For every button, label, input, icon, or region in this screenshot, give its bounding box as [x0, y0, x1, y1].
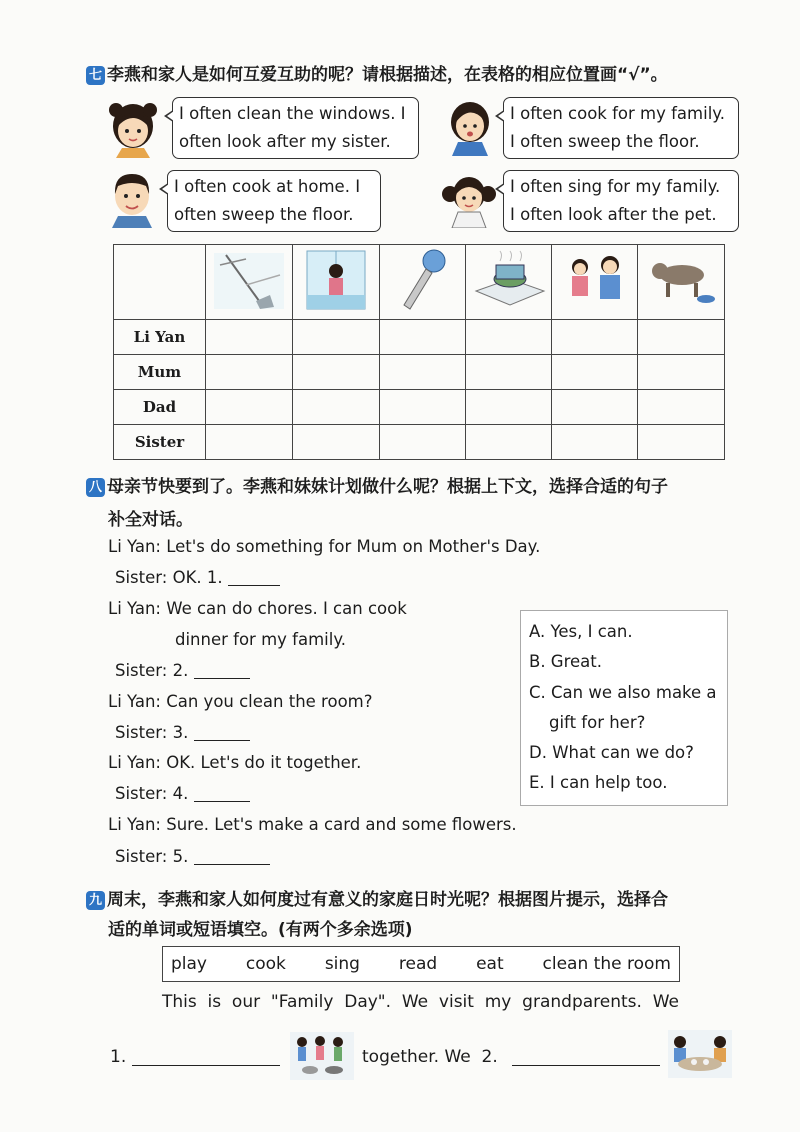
dialogue-text: 2. — [172, 661, 189, 680]
bubble-line: I often cook at home. I — [174, 177, 361, 196]
word-option: clean the room — [542, 954, 671, 974]
word-option: cook — [245, 954, 286, 974]
column-cook — [466, 245, 552, 320]
section9-instruction-cont: 适的单词或短语填空。(有两个多余选项) — [108, 920, 413, 940]
speech-bubble-mum — [503, 97, 739, 159]
option-c: C. Can we also make a — [529, 682, 717, 702]
speaker: Sister: — [115, 661, 168, 680]
clean-windows-icon — [293, 245, 379, 315]
bubble-line: I often sing for my family. — [510, 177, 721, 196]
check-cell[interactable] — [293, 355, 380, 390]
check-cell[interactable] — [293, 320, 380, 355]
answer-blank-2[interactable] — [194, 663, 250, 679]
check-cell[interactable] — [206, 320, 293, 355]
answer-blank-5[interactable] — [194, 849, 270, 865]
mum-avatar-icon — [444, 96, 496, 156]
row-label: Mum — [114, 355, 206, 390]
dialogue-line — [108, 537, 540, 556]
table-header-row — [114, 245, 725, 320]
dialogue-text: Can you clean the room? — [166, 692, 373, 711]
chores-table — [113, 244, 725, 460]
row-label: Dad — [114, 390, 206, 425]
dog-icon — [638, 245, 724, 315]
speaker: Sister: — [115, 784, 168, 803]
speaker: Sister: — [115, 847, 168, 866]
bubble-line: I often clean the windows. I — [179, 104, 406, 123]
column-sweep — [206, 245, 293, 320]
option-c-cont: gift for her? — [549, 712, 646, 732]
speech-bubble-li-yan — [172, 97, 419, 159]
dialogue-line — [108, 692, 373, 711]
check-cell[interactable] — [206, 390, 293, 425]
column-sing — [380, 245, 466, 320]
check-cell[interactable] — [552, 320, 638, 355]
section9-instruction: 周末，李燕和家人如何度过有意义的家庭日时光呢？根据图片提示，选择合 — [107, 890, 668, 910]
bubble-line: often look after my sister. — [179, 132, 391, 151]
dialogue-text: OK. 1. — [172, 568, 223, 587]
check-cell[interactable] — [206, 425, 293, 460]
fill-blank-2[interactable] — [512, 1050, 660, 1066]
dialogue-line — [108, 599, 407, 618]
column-clean-windows — [293, 245, 380, 320]
table-row — [114, 355, 725, 390]
speaker: Li Yan: — [108, 537, 161, 556]
dialogue-line — [115, 661, 250, 680]
answer-blank-1[interactable] — [228, 570, 280, 586]
option-d: D. What can we do? — [529, 743, 694, 763]
check-cell[interactable] — [206, 355, 293, 390]
check-cell[interactable] — [552, 355, 638, 390]
check-cell[interactable] — [293, 425, 380, 460]
fill-blank-1[interactable] — [132, 1050, 280, 1066]
word-option: eat — [476, 954, 504, 974]
dialogue-line — [115, 847, 270, 866]
row-label: Sister — [114, 425, 206, 460]
answer-blank-3[interactable] — [194, 725, 250, 741]
section8-instruction: 母亲节快要到了。李燕和妹妹计划做什么呢？根据上下文，选择合适的句子 — [107, 477, 668, 497]
bubble-line: often sweep the floor. — [174, 205, 354, 224]
family-eating-icon — [668, 1030, 732, 1078]
dialogue-text: Let's do something for Mum on Mother's Day. — [166, 537, 541, 556]
paragraph-line: This is our "Family Day". We visit my grandparents. We — [162, 992, 680, 1012]
speaker: Li Yan: — [108, 599, 161, 618]
check-cell[interactable] — [466, 320, 552, 355]
table-row — [114, 320, 725, 355]
check-cell[interactable] — [380, 355, 466, 390]
dialogue-text: 4. — [172, 784, 189, 803]
bubble-line: I often look after the pet. — [510, 205, 717, 224]
check-cell[interactable] — [552, 425, 638, 460]
fill-blank-label-1: 1. — [110, 1047, 127, 1067]
section-badge: 八 — [86, 478, 105, 497]
speech-bubble-sister — [503, 170, 739, 232]
word-option: sing — [324, 954, 360, 974]
section-badge: 九 — [86, 891, 105, 910]
sweep-icon — [206, 245, 292, 315]
check-cell[interactable] — [638, 390, 725, 425]
dialogue-line-cont: dinner for my family. — [175, 630, 346, 649]
check-cell[interactable] — [380, 390, 466, 425]
answer-blank-4[interactable] — [194, 786, 250, 802]
check-cell[interactable] — [638, 320, 725, 355]
dialogue-line — [108, 753, 361, 772]
section8-instruction-cont: 补全对话。 — [108, 510, 193, 530]
speaker: Sister: — [115, 723, 168, 742]
microphone-icon — [380, 245, 466, 315]
column-look-after-sister — [552, 245, 638, 320]
table-row — [114, 390, 725, 425]
section-badge: 七 — [86, 66, 105, 85]
check-cell[interactable] — [638, 355, 725, 390]
speaker: Li Yan: — [108, 753, 161, 772]
section7-instruction: 李燕和家人是如何互爱互助的呢？请根据描述，在表格的相应位置画“√”。 — [107, 65, 668, 85]
table-row — [114, 425, 725, 460]
speaker: Li Yan: — [108, 692, 161, 711]
dialogue-text: OK. Let's do it together. — [166, 753, 362, 772]
row-label: Li Yan — [114, 320, 206, 355]
check-cell[interactable] — [638, 425, 725, 460]
check-cell[interactable] — [466, 355, 552, 390]
dialogue-text: We can do chores. I can cook — [166, 599, 407, 618]
paragraph-text: together. We 2. — [362, 1047, 498, 1067]
sister-avatar-icon — [440, 170, 498, 228]
option-e: E. I can help too. — [529, 773, 668, 793]
bubble-line: I often sweep the floor. — [510, 132, 700, 151]
check-cell[interactable] — [293, 390, 380, 425]
family-cooking-icon — [290, 1032, 354, 1080]
check-cell[interactable] — [552, 390, 638, 425]
speech-bubble-dad — [167, 170, 381, 232]
section7-heading — [86, 60, 668, 85]
cook-stove-icon — [466, 245, 552, 315]
option-a: A. Yes, I can. — [529, 622, 633, 641]
dialogue-line — [115, 784, 250, 803]
word-bank — [162, 946, 680, 982]
check-cell[interactable] — [380, 320, 466, 355]
check-cell[interactable] — [466, 425, 552, 460]
two-girls-icon — [552, 245, 638, 315]
girl-avatar-icon — [104, 96, 162, 158]
check-cell[interactable] — [380, 425, 466, 460]
dialogue-line — [108, 815, 517, 834]
dad-avatar-icon — [104, 166, 160, 228]
options-box — [520, 610, 728, 806]
bubble-line: I often cook for my family. — [510, 104, 725, 123]
check-cell[interactable] — [466, 390, 552, 425]
dialogue-text: 3. — [172, 723, 189, 742]
column-look-after-pet — [638, 245, 725, 320]
dialogue-text: 5. — [172, 847, 189, 866]
section8-heading — [86, 472, 668, 497]
word-option: read — [398, 954, 438, 974]
dialogue-text: Sure. Let's make a card and some flowers. — [166, 815, 517, 834]
dialogue-line — [115, 723, 250, 742]
word-option: play — [171, 954, 207, 974]
dialogue-line — [115, 568, 280, 587]
option-b: B. Great. — [529, 652, 602, 672]
speaker: Li Yan: — [108, 815, 161, 834]
section9-heading — [86, 885, 668, 910]
table-corner-cell — [114, 245, 206, 320]
speaker: Sister: — [115, 568, 168, 587]
